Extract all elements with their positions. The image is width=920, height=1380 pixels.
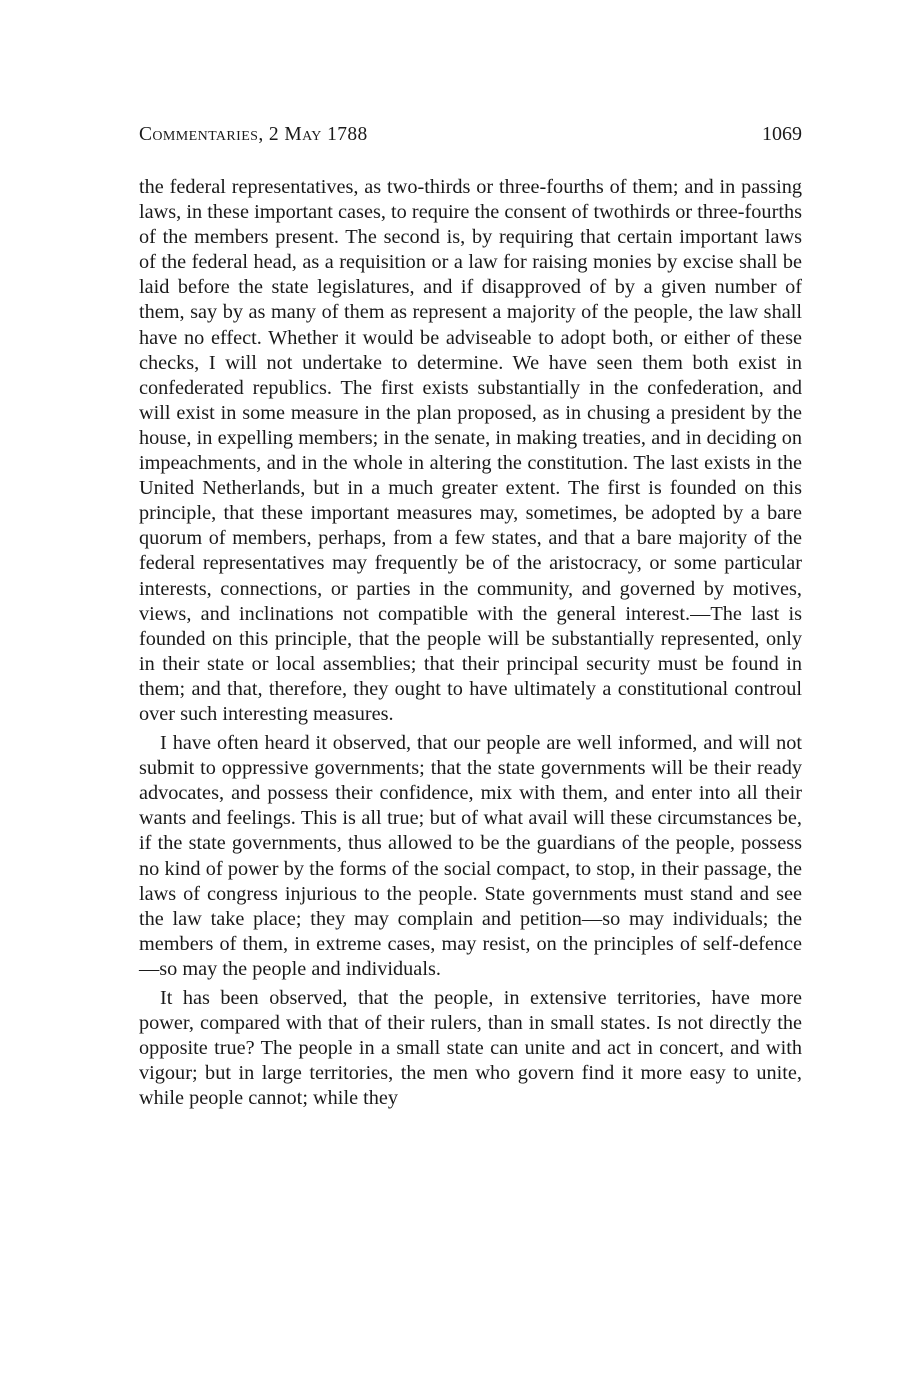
paragraph-continued: the federal representatives, as two-thirds or three-fourths of them; and in passing laws, in these important cases, to require the consent of twothirds or three-fourths of the members present. The second is, by requiring that certain important laws of the federal head, as a requisition or a law for raising monies by excise shall be laid before the state legislatures, and if disapproved of by a given number of them, say by as many of them as represent a majority of the people, the law shall have no effect. Whether it would be adviseable to adopt both, or either of these checks, I will not undertake to determine. We have seen them both exist in confederated republics. The first exists substantially in the confederation, and will exist in some measure in the plan proposed, as in chusing a president by the house, in expelling members; in the senate, in making treaties, and in deciding on impeachments, and in the whole in altering the constitution. The last exists in the United Netherlands, but in a much greater extent. The first is founded on this principle, that these important measures may, sometimes, be adopted by a bare quorum of members, perhaps, from a few states, and that a bare majority of the federal representatives may frequently be of the aristocracy, or some particular interests, connections, or parties in the community, and governed by motives, views, and inclinations not compatible with the general interest.—The last is founded on this principle, that the people will be substantially represented, only in their state or local assemblies; that their principal security must be found in them; and that, therefore, they ought to have ultimately a constitutional controul over such interesting measures. bbox=[139, 176, 802, 725]
page-number: 1069 bbox=[762, 123, 802, 145]
running-header bbox=[139, 120, 802, 149]
paragraph: I have often heard it observed, that our people are well informed, and will not submit to oppressive governments; that the state governments will be their ready advocates, and possess their confidence, mix with them, and enter into all their wants and feelings. This is all true; but of what avail will these circumstances be, if the state governments, thus allowed to be the guardians of the people, possess no kind of power by the forms of the social compact, to stop, in their passage, the laws of congress injurious to the people. State governments must stand and see the law take place; they may complain and petition—so may individuals; the members of them, in extreme cases, may resist, on the principles of self-defence—so may the people and individuals. bbox=[139, 732, 802, 980]
document-page bbox=[139, 120, 802, 1111]
paragraph: It has been observed, that the people, in extensive territories, have more power, compared with that of their rulers, than in small states. Is not directly the opposite true? The people in a small state can unite and act in concert, and with vigour; but in large territories, the men who govern find it more easy to unite, while people cannot; while they bbox=[139, 987, 802, 1110]
running-title: Commentaries, 2 May 1788 bbox=[139, 124, 368, 145]
body-text bbox=[139, 175, 802, 1111]
